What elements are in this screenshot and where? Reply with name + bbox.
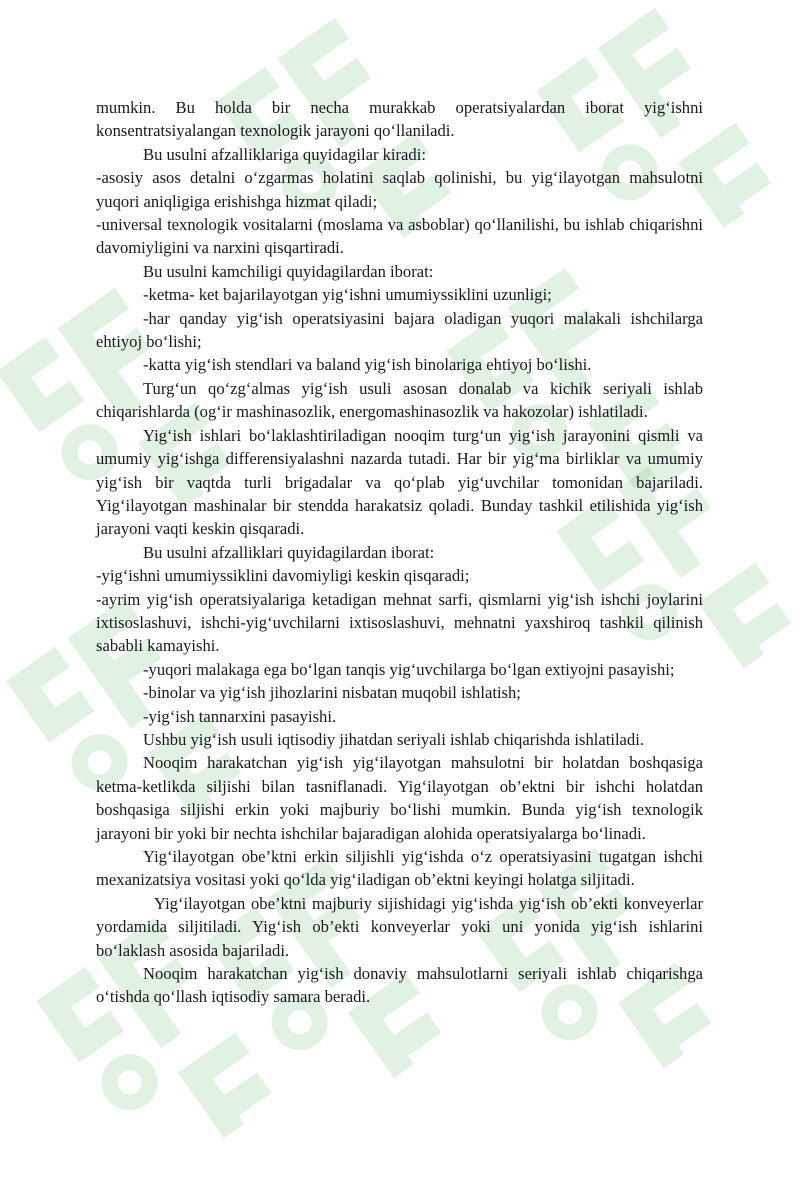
- paragraph: Yig‘ish ishlari bo‘laklashtiriladigan nooqim turg‘un yig‘ish jarayonini qismli va umumiy yig‘ishga differensiyalashni nazarda tutadi. Har bir yig‘ma birliklar va umumiy yig‘ish bir vaqtda turli brigadalar va qo‘plab yig‘uvchilar tomonidan bajariladi. Yig‘ilayotgan mashinalar bir stendda harakatsiz qoladi. Bunday tashkil etilishida yig‘ish jarayoni vaqti keskin qisqaradi.: [96, 425, 703, 539]
- list-item: -yig‘ish tannarxini pasayishi.: [143, 706, 337, 726]
- list-item: -katta yig‘ish stendlari va baland yig‘ish binolariga ehtiyoj bo‘lishi.: [143, 355, 592, 375]
- list-item: -har qanday yig‘ish operatsiyasini bajara oladigan yuqori malakali ishchilarga ehtiyoj bo‘lishi;: [96, 308, 703, 352]
- paragraph: Turg‘un qo‘zg‘almas yig‘ish usuli asosan donalab va kichik seriyali ishlab chiqarishlarda (og‘ir mashinasozlik, energomashinasozlik va hakozolar) ishlatiladi.: [96, 378, 703, 422]
- list-item: -ayrim yig‘ish operatsiyalariga ketadigan mehnat sarfi, qismlarni yig‘ish ishchi joylarini ixtisoslashuvi, ishchi-yig‘uvchilarni ixtisoslashuvi, mehnatni yaxshiroq tashkil qilinish sababli kamayishi.: [96, 589, 703, 656]
- list-item: -binolar va yig‘ish jihozlarini nisbatan muqobil ishlatish;: [143, 683, 521, 703]
- list-item: -universal texnologik vositalarni (moslama va asboblar) qo‘llanilishi, bu ishlab chiqarishni davomiyligini va narxini qisqartiradi.: [96, 215, 703, 258]
- list-item: -asosiy asos detalni o‘zgarmas holatini saqlab qolinishi, bu yig‘ilayotgan mahsulotni yuqori aniqligiga erishishga hizmat qiladi;: [96, 168, 703, 211]
- list-item: -yuqori malakaga ega bo‘lgan tanqis yig‘uvchilarga bo‘lgan extiyojni pasayishi;: [143, 659, 675, 679]
- paragraph: Nooqim harakatchan yig‘ish donaviy mahsulotlarni seriyali ishlab chiqarishga o‘tishda qo‘llash iqtisodiy samara beradi.: [96, 964, 703, 1007]
- paragraph: Bu usulni kamchiligi quyidagilardan iborat:: [143, 261, 434, 281]
- list-item: -yig‘ishni umumiyssiklini davomiyligi keskin qisqaradi;: [96, 566, 470, 586]
- paragraph: Nooqim harakatchan yig‘ish yig‘ilayotgan mahsulotni bir holatdan boshqasiga ketma-ketlikda siljishi bilan tasniflanadi. Yig‘ilayotgan ob’ektni bir ishchi holatdan boshqasiga siljishi erkin yoki majburiy bo‘lishi mumkin. Bunda yig‘ish texnologik jarayoni bir yoki bir nechta ishchilar bajaradigan alohida operatsiyalarga bo‘linadi.: [96, 753, 703, 843]
- paragraph: Bu usulni afzalliklariga quyidagilar kiradi:: [143, 144, 426, 164]
- paragraph: Yig‘ilayotgan obe’ktni majburiy sijishidagi yig‘ishda yig‘ish ob’ekti konveyerlar yordamida siljitiladi. Yig‘ish ob’ekti konveyerlar yoki uni yonida yig‘ish ishlarini bo‘laklash asosida bajariladi.: [96, 893, 703, 960]
- document-body: [96, 96, 703, 1009]
- paragraph: Bu usulni afzalliklari quyidagilardan iborat:: [143, 542, 435, 562]
- paragraph: mumkin. Bu holda bir necha murakkab operatsiyalardan iborat yig‘ishni konsentratsiyalangan texnologik jarayoni qo‘llaniladi.: [96, 98, 703, 141]
- paragraph: Ushbu yig‘ish usuli iqtisodiy jihatdan seriyali ishlab chiqarishda ishlatiladi.: [143, 729, 644, 749]
- list-item: -ketma- ket bajarilayotgan yig‘ishni umumiyssiklini uzunligi;: [143, 285, 552, 305]
- paragraph: Yig‘ilayotgan obe’ktni erkin siljishli yig‘ishda o‘z operatsiyasini tugatgan ishchi mexanizatsiya vositasi yoki qo‘lda yig‘iladigan ob’ektni keyingi holatga siljitadi.: [96, 847, 703, 890]
